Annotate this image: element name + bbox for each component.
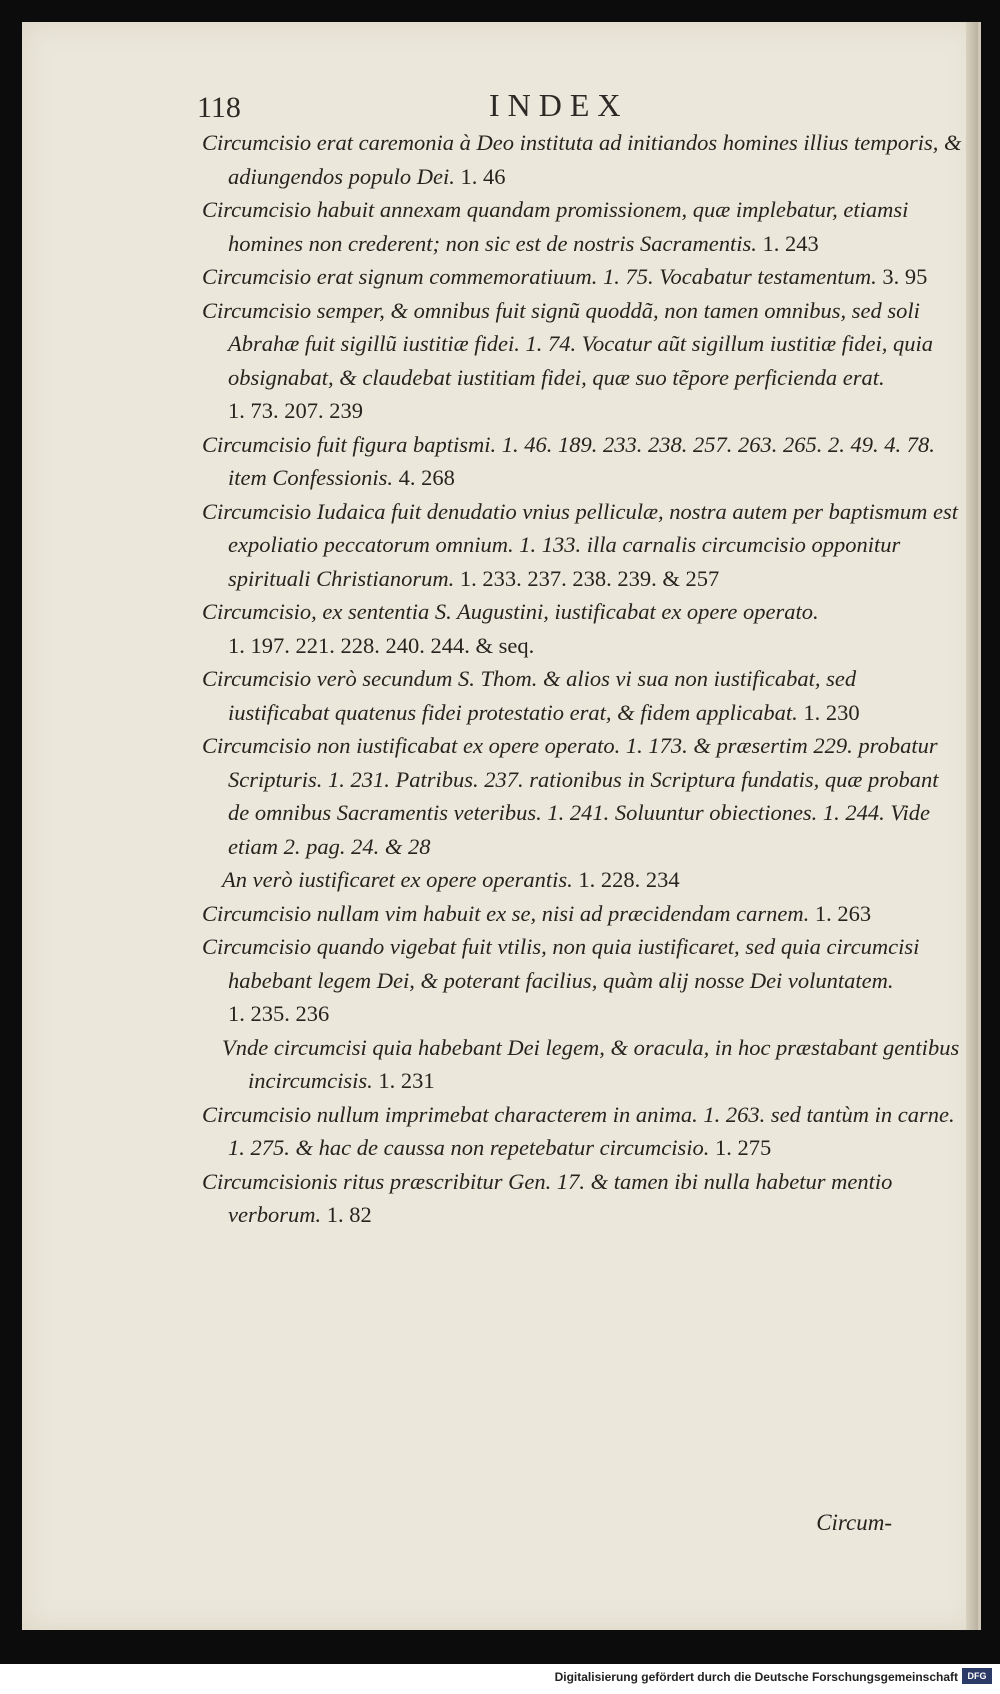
index-entries <box>202 126 962 1232</box>
entry-text: An verò iustificaret ex opere operantis. <box>222 867 573 892</box>
entry-text: Circumcisio fuit figura baptismi. 1. 46. 189. 233. 238. 257. 263. 265. 2. 49. 4. 78. item Confessionis. <box>202 431 935 490</box>
entry-reference: 1. 46 <box>460 163 506 189</box>
page-number: 118 <box>197 91 241 124</box>
index-entry <box>202 897 962 931</box>
index-entry <box>202 1165 962 1232</box>
entry-reference: 1. 228. 234 <box>578 867 680 892</box>
binding-edge <box>966 22 978 1630</box>
entry-reference: 1. 230 <box>803 699 860 725</box>
catchword: Circum- <box>816 1510 892 1535</box>
index-entry <box>202 260 962 294</box>
index-entry <box>202 930 962 1031</box>
dfg-logo: DFG <box>962 1668 992 1684</box>
entry-reference: 1. 82 <box>326 1202 372 1227</box>
entry-reference: 1. 243 <box>762 230 819 256</box>
entry-text: Circumcisio semper, & omnibus fuit signũ quoddã, non tamen omnibus, sed soli Abrahæ fuit sigillũ iustitiæ fidei. 1. 74. Vocatur aũt sigillum iustitiæ fidei, quia obsignabat, & claudebat iustitiam fidei, quæ suo tẽpore perficienda erat. <box>202 297 934 390</box>
entry-reference: 4. 268 <box>398 465 455 490</box>
index-entry <box>202 863 962 897</box>
entry-reference: 1. 275 <box>715 1135 772 1160</box>
index-entry <box>202 495 962 596</box>
entry-text: Circumcisio habuit annexam quandam promissionem, quæ implebatur, etiamsi homines non crederent; non sic est de nostris Sacramentis. <box>202 197 909 256</box>
entry-text: Circumcisionis ritus præscribitur Gen. 17. & tamen ibi nulla habetur mentio verborum. <box>202 1168 893 1227</box>
entry-text: Vnde circumcisi quia habebant Dei legem, & oracula, in hoc præstabant gentibus incircumcisis. <box>222 1034 960 1093</box>
entry-reference: 3. 95 <box>882 264 928 289</box>
entry-text: Circumcisio erat signum commemoratiuum. 1. 75. Vocabatur testamentum. <box>202 264 877 289</box>
entry-text: Circumcisio quando vigebat fuit vtilis, non quia iustificaret, sed quia circumcisi habebant legem Dei, & poterant facilius, quàm alij nosse Dei voluntatem. <box>202 934 920 993</box>
index-entry <box>202 729 962 863</box>
entry-text: Circumcisio, ex sententia S. Augustini, iustificabat ex opere operato. <box>202 599 819 624</box>
page-header <box>22 77 978 127</box>
entry-text: Circumcisio verò secundum S. Thom. & alios vi sua non iustificabat, sed iustificabat quatenus fidei protestatio erat, & fidem applicabat. <box>202 666 857 725</box>
entry-text: Circumcisio Iudaica fuit denudatio vnius pelliculæ, nostra autem per baptismum est expoliatio peccatorum omnium. 1. 133. illa carnalis circumcisio opponitur spirituali Christianorum. <box>202 498 958 591</box>
running-head: INDEX <box>489 87 629 123</box>
index-entry <box>202 126 962 193</box>
index-entry <box>202 1031 962 1098</box>
entry-reference: 1. 197. 221. 228. 240. 244. & seq. <box>228 632 535 658</box>
footer-bar <box>0 1664 1000 1694</box>
index-entry <box>202 595 962 662</box>
entry-text: Circumcisio non iustificabat ex opere operato. 1. 173. & præsertim 229. probatur Scripturis. 1. 231. Patribus. 237. rationibus in Scriptura fundatis, quæ probant de omnibus Sacramentis veteribus. 1. 241. Soluuntur obiectiones. 1. 244. Vide etiam 2. pag. 24. & 28 <box>202 733 939 859</box>
entry-text: Circumcisio nullam vim habuit ex se, nisi ad præcidendam carnem. <box>202 900 810 926</box>
index-entry <box>202 428 962 495</box>
entry-reference: 1. 233. 237. 238. 239. & 257 <box>459 565 720 591</box>
book-page <box>22 22 981 1630</box>
index-entry <box>202 662 962 729</box>
entry-reference: 1. 263 <box>814 900 872 926</box>
index-entry <box>202 1098 962 1165</box>
entry-text: Circumcisio erat caremonia à Deo instituta ad initiandos homines illius temporis, & adiungendos populo Dei. <box>202 130 962 189</box>
funding-note: Digitalisierung gefördert durch die Deutsche Forschungsgemeinschaft <box>554 1670 958 1684</box>
index-entry <box>202 294 962 428</box>
entry-text: Circumcisio nullum imprimebat characterem in anima. 1. 263. sed tantùm in carne. 1. 275. & hac de caussa non repetebatur circumcisio. <box>202 1101 955 1160</box>
entry-reference: 1. 73. 207. 239 <box>228 398 363 423</box>
entry-reference: 1. 231 <box>378 1068 435 1093</box>
entry-reference: 1. 235. 236 <box>228 1001 330 1026</box>
index-entry <box>202 193 962 260</box>
